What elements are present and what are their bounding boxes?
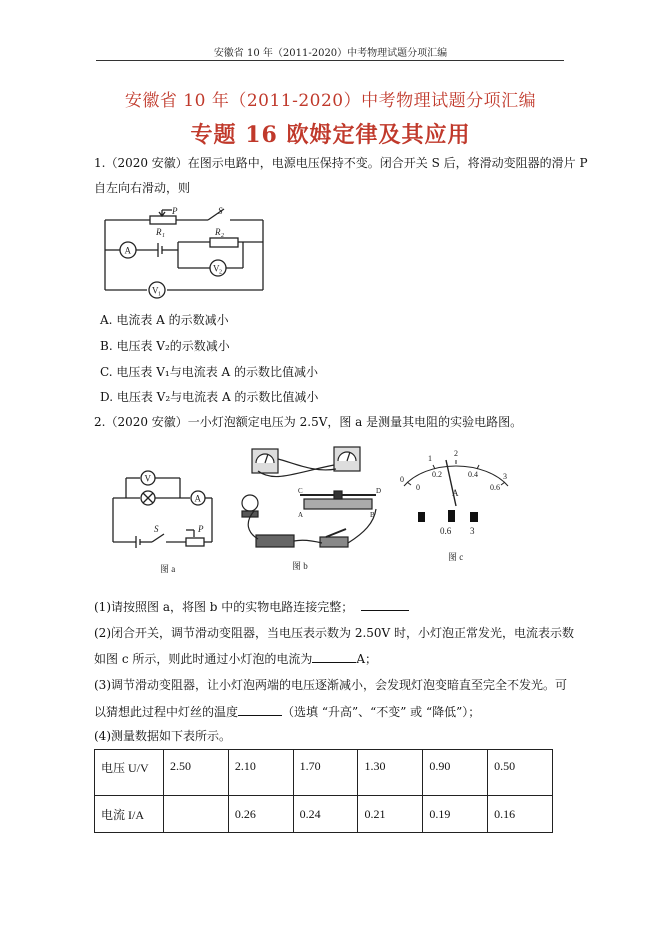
table-cell: 1.70 [293,750,358,796]
q2b-terminal-d: D [376,487,382,495]
q2c-top-scale-0: 0 [400,475,404,484]
q1-option-d: D. 电压表 V₂与电流表 A 的示数比值减小 [100,390,319,404]
q2-figure-b [234,443,384,573]
q1-label-r1: R [156,227,162,237]
q2c-terminal-06: 0.6 [440,526,452,536]
q2a-voltmeter-label: V [144,473,151,484]
q2-sub1: (1)请按照图 a，将图 b 中的实物电路连接完整； [94,598,409,615]
q1-voltmeter2-sub: 2 [219,269,222,276]
q2c-bottom-scale-02: 0.2 [432,470,442,479]
document-title: 安徽省 10 年（2011-2020）中考物理试题分项汇编 [124,91,537,111]
q1-voltmeter1-label: V [152,285,159,296]
q1-label-s: S [218,206,223,216]
q2-sub2-line1: (2)闭合开关，调节滑动变阻器，当电压表示数为 2.50V 时，小灯泡正常发光，电流表示数 [94,626,575,640]
table-cell: 0.19 [423,796,488,833]
q1-option-b: B. 电压表 V₂的示数减小 [100,339,230,353]
q1-label-p: P [172,206,178,216]
table-cell: 0.90 [423,750,488,796]
q1-circuit-diagram [100,204,272,302]
table-cell: 2.50 [164,750,229,796]
measurement-table [94,749,553,833]
q1-option-c: C. 电压表 V₁与电流表 A 的示数比值减小 [100,365,318,379]
q2-sub3-blank[interactable] [238,703,282,716]
table-row-current [95,796,553,833]
q2-sub3-line2: 以猜想此过程中灯丝的温度 （选填 “升高”、“不变” 或 “降低”）； [94,705,481,719]
q2c-terminal-3: 3 [470,526,475,536]
table-cell: 0.50 [488,750,553,796]
q1-option-a: A. 电流表 A 的示数减小 [100,313,229,327]
q2b-terminal-c: C [298,487,303,495]
q2-sub2-blank[interactable] [312,650,356,663]
q2-sub1-blank[interactable] [361,598,409,611]
q1-stem-line2: 自左向右滑动，则 [94,181,191,195]
q2c-bottom-scale-06: 0.6 [490,483,500,492]
q2a-ammeter-label: A [194,493,201,504]
table-cell: 0.21 [358,796,423,833]
page-header: 安徽省 10 年（2011-2020）中考物理试题分项汇编 [213,48,448,59]
q2b-terminal-a: A [298,511,304,519]
q1-stem-line1: 1.（2020 安徽）在图示电路中，电源电压保持不变。闭合开关 S 后，将滑动变阻器的滑片 P [94,156,588,170]
q2c-unit-label: A [452,488,459,498]
table-cell: 0.24 [293,796,358,833]
table-cell: 电压 U/V [95,750,164,796]
q2c-top-scale-1: 1 [428,454,432,463]
q1-label-r1-sub: 1 [162,233,165,239]
table-cell: 0.26 [228,796,293,833]
topic-title: 专题 16 欧姆定律及其应用 [190,122,471,148]
q2-stem: 2.（2020 安徽）一小灯泡额定电压为 2.5V，图 a 是测量其电阻的实验电路图。 [94,415,523,429]
q1-label-r2-sub: 2 [221,233,224,239]
q1-voltmeter2-label: V [213,263,220,274]
table-cell: 电流 I/A [95,796,164,833]
q2b-caption: 图 b [292,561,308,571]
q2a-switch-label: S [154,524,159,534]
q2c-bottom-scale-04: 0.4 [468,470,478,479]
q2a-caption: 图 a [160,564,176,574]
table-row-voltage [95,750,553,796]
q2-sub3-line1: (3)调节滑动变阻器，让小灯泡两端的电压逐渐减小，会发现灯泡变暗直至完全不发光。可 [94,678,568,692]
q2-sub2-line2: 如图 c 所示，则此时通过小灯泡的电流为 A； [94,652,378,666]
table-cell: 2.10 [228,750,293,796]
table-cell: 0.16 [488,796,553,833]
q2c-top-scale-2: 2 [454,449,458,458]
table-cell-blank[interactable] [164,796,229,833]
q2-sub4: (4)测量数据如下表所示。 [94,729,231,743]
q1-ammeter-label: A [124,245,131,256]
q1-label-r2: R [215,227,221,237]
q2-figure-a [108,460,218,580]
q2c-top-scale-3: 3 [503,472,507,481]
q2b-terminal-b: B [370,511,375,519]
q2a-slider-label: P [198,524,204,534]
q1-voltmeter1-sub: 1 [158,291,161,298]
q2c-bottom-scale-0: 0 [416,483,420,492]
header-divider [96,60,564,61]
q2c-caption: 图 c [448,552,464,562]
table-cell: 1.30 [358,750,423,796]
q2-figure-c [398,446,516,568]
